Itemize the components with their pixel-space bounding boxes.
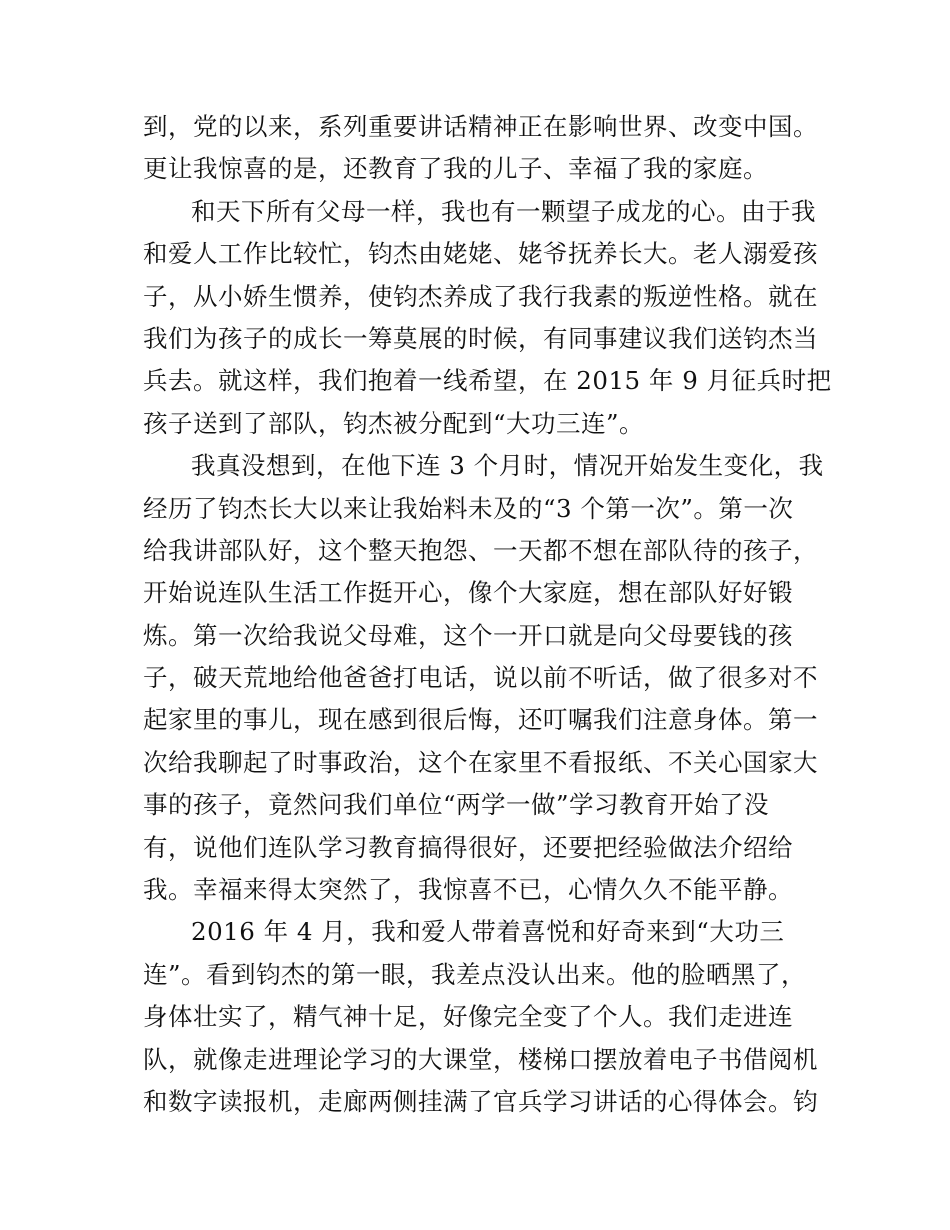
text-line: 子，破天荒地给他爸爸打电话，说以前不听话，做了很多对不: [143, 663, 818, 693]
paragraph-first-line: 我真没想到，在他下连 3 个月时，情况开始发生变化，我: [191, 451, 824, 481]
text-line: 经历了钧杰长大以来让我始料未及的“3 个第一次”。第一次: [143, 493, 794, 523]
text-line: 队，就像走进理论学习的大课堂，楼梯口摆放着电子书借阅机: [143, 1044, 818, 1074]
paragraph-first-line: 2016 年 4 月，我和爱人带着喜悦和好奇来到“大功三: [191, 917, 785, 947]
body-text: [143, 106, 832, 1123]
text-line: 更让我惊喜的是，还教育了我的儿子、幸福了我的家庭。: [143, 154, 768, 184]
text-line: 到，党的以来，系列重要讲话精神正在影响世界、改变中国。: [143, 112, 818, 141]
text-line: 和数字读报机，走廊两侧挂满了官兵学习讲话的心得体会。钧: [143, 1086, 818, 1116]
text-line: 和爱人工作比较忙，钧杰由姥姥、姥爷抚养长大。老人溺爱孩: [143, 239, 818, 269]
text-line: 有，说他们连队学习教育搞得很好，还要把经验做法介绍给: [143, 832, 793, 862]
text-line: 开始说连队生活工作挺开心，像个大家庭，想在部队好好锻: [143, 578, 793, 608]
text-line: 兵去。就这样，我们抱着一线希望，在 2015 年 9 月征兵时把: [143, 366, 832, 396]
text-line: 子，从小娇生惯养，使钧杰养成了我行我素的叛逆性格。就在: [143, 281, 818, 311]
text-line: 身体壮实了，精气神十足，好像完全变了个人。我们走进连: [143, 1002, 793, 1032]
text-line: 起家里的事儿，现在感到很后悔，还叮嘱我们注意身体。第一: [143, 705, 818, 735]
text-line: 给我讲部队好，这个整天抱怨、一天都不想在部队待的孩子，: [143, 535, 818, 565]
text-line: 炼。第一次给我说父母难，这个一开口就是向父母要钱的孩: [143, 620, 793, 650]
text-line: 我。幸福来得太突然了，我惊喜不已，心情久久不能平静。: [143, 875, 793, 905]
text-line: 次给我聊起了时事政治，这个在家里不看报纸、不关心国家大: [143, 747, 818, 777]
text-line: 孩子送到了部队，钧杰被分配到“大功三连”。: [143, 408, 645, 438]
text-line: 连”。看到钧杰的第一眼，我差点没认出来。他的脸晒黑了，: [143, 959, 807, 989]
paragraph-first-line: 和天下所有父母一样，我也有一颗望子成龙的心。由于我: [191, 196, 816, 226]
text-line: 事的孩子，竟然问我们单位“两学一做”学习教育开始了没: [143, 790, 770, 820]
text-line: 我们为孩子的成长一筹莫展的时候，有同事建议我们送钧杰当: [143, 323, 818, 353]
